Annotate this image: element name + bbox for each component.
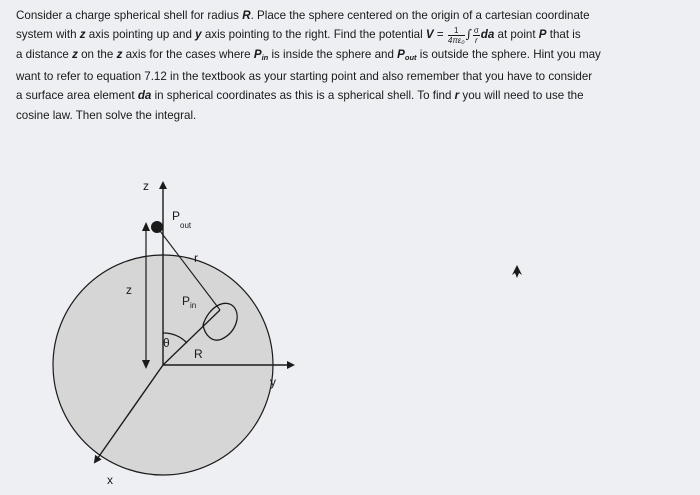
var-r: r — [454, 89, 460, 103]
var-z: z — [72, 47, 78, 61]
subscript-out: out — [404, 52, 417, 62]
text: a surface area element — [16, 89, 138, 103]
text: Consider a charge spherical shell for radius — [16, 9, 243, 22]
z-distance-label: z — [126, 283, 132, 297]
text: you will need to use the — [459, 89, 584, 103]
text: a distance — [16, 47, 73, 61]
p-in-subscript: in — [190, 301, 197, 310]
var-R: R — [242, 9, 251, 22]
cursor-icon — [512, 265, 522, 278]
equals-sign: = — [433, 28, 444, 42]
fraction-denominator: 4πε₀ — [447, 35, 465, 45]
var-P-out: P — [397, 47, 405, 61]
p-in-label: P — [182, 294, 191, 308]
theta-label: θ — [163, 336, 170, 350]
x-axis-label: x — [107, 473, 113, 487]
text: want to refer to equation 7.12 in the textbook as your starting point and also remember that you have to consider — [16, 70, 593, 84]
text: . Place the sphere centered on the origin of a cartesian coordinate — [250, 9, 590, 22]
z-distance-arrowhead-top — [142, 222, 150, 231]
fraction-numerator: 1 — [448, 26, 465, 36]
text: system with — [16, 28, 80, 42]
text: is inside the sphere and — [268, 47, 398, 61]
radius-label: R — [194, 347, 203, 361]
text: cosine law. Then solve the integral. — [16, 108, 197, 122]
z-axis-label: z — [143, 179, 149, 193]
fraction-denominator: r — [474, 35, 478, 45]
text: is outside the sphere. Hint you may — [416, 47, 601, 61]
r-label: r — [194, 251, 198, 265]
text: at point — [494, 28, 539, 42]
var-z: z — [116, 47, 123, 61]
text: axis pointing up and — [85, 28, 196, 42]
var-da: da — [137, 89, 152, 103]
p-out-point — [151, 221, 163, 233]
p-out-label: P — [172, 209, 181, 223]
var-V: V — [425, 28, 434, 42]
var-P-in: P — [253, 47, 262, 61]
var-z: z — [79, 28, 86, 42]
text: that is — [546, 28, 581, 42]
var-da: da — [480, 28, 495, 42]
y-axis-label: y — [270, 375, 276, 389]
text: axis pointing to the right. Find the potential — [201, 28, 426, 42]
p-out-subscript: out — [180, 221, 192, 230]
var-P: P — [538, 28, 547, 42]
text: on the — [77, 47, 117, 61]
var-y: y — [195, 28, 202, 42]
integral-sign: ∫ — [465, 27, 472, 42]
text: in spherical coordinates as this is a spherical shell. To find — [151, 89, 455, 103]
subscript-in: in — [261, 52, 269, 62]
fraction-numerator: σ — [473, 25, 479, 35]
text: axis for the cases where — [122, 47, 254, 61]
